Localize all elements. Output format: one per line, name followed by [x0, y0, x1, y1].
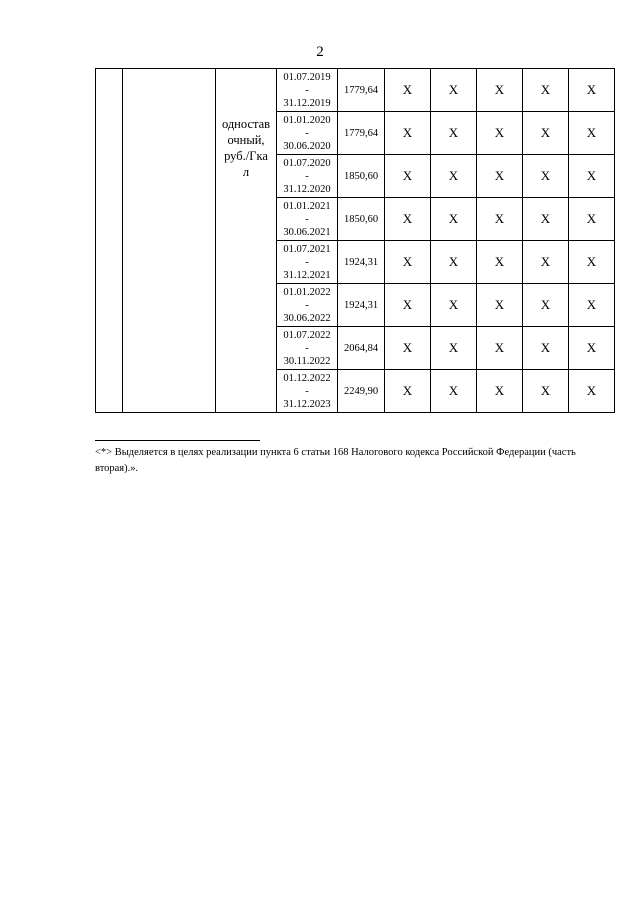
period-end: 31.12.2020 [283, 183, 331, 195]
mark-cell: X [477, 327, 523, 370]
unit-label-line: л [242, 165, 250, 179]
mark-cell: X [477, 284, 523, 327]
period-separator: - [305, 385, 309, 397]
mark-cell: X [431, 327, 477, 370]
mark-cell: X [477, 241, 523, 284]
mark-cell: X [477, 370, 523, 413]
mark-cell: X [569, 112, 615, 155]
mark-cell: X [385, 327, 431, 370]
period-end: 31.12.2019 [283, 97, 331, 109]
price-cell: 2064,84 [338, 327, 385, 370]
period-start: 01.01.2022 [283, 286, 331, 298]
period-separator: - [305, 170, 309, 182]
tariff-table [95, 68, 615, 413]
unit-label-line: руб./Гка [224, 149, 268, 163]
mark-cell: X [385, 370, 431, 413]
mark-cell: X [523, 284, 569, 327]
mark-cell: X [431, 155, 477, 198]
mark-cell: X [523, 69, 569, 112]
period-start: 01.01.2020 [283, 114, 331, 126]
period-cell [277, 370, 338, 413]
footnote: <*> Выделяется в целях реализации пункта 6 статьи 168 Налогового кодекса Российской Федерации (часть вторая).». [95, 447, 576, 474]
mark-cell: X [523, 241, 569, 284]
period-end: 30.06.2021 [283, 226, 331, 238]
period-cell [277, 155, 338, 198]
period-separator: - [305, 84, 309, 96]
unit-label-line: очный, [227, 133, 265, 147]
mark-cell: X [523, 327, 569, 370]
mark-cell: X [569, 327, 615, 370]
period-cell [277, 241, 338, 284]
mark-cell: X [431, 112, 477, 155]
period-end: 30.11.2022 [283, 355, 331, 367]
empty-cell-name [123, 69, 216, 413]
period-separator: - [305, 299, 309, 311]
mark-cell: X [477, 112, 523, 155]
period-cell [277, 284, 338, 327]
mark-cell: X [385, 198, 431, 241]
unit-label-line: одностав [221, 117, 271, 131]
price-cell: 1779,64 [338, 112, 385, 155]
period-end: 30.06.2020 [283, 140, 331, 152]
mark-cell: X [477, 198, 523, 241]
mark-cell: X [569, 241, 615, 284]
mark-cell: X [477, 155, 523, 198]
period-cell [277, 327, 338, 370]
mark-cell: X [523, 370, 569, 413]
period-start: 01.12.2022 [283, 372, 331, 384]
mark-cell: X [523, 198, 569, 241]
unit-cell [216, 69, 277, 413]
mark-cell: X [569, 198, 615, 241]
mark-cell: X [385, 241, 431, 284]
period-end: 30.06.2022 [283, 312, 331, 324]
period-end: 31.12.2021 [283, 269, 331, 281]
page-number: 2 [316, 44, 324, 60]
period-cell [277, 69, 338, 112]
price-cell: 1924,31 [338, 241, 385, 284]
period-separator: - [305, 213, 309, 225]
tariff-table-body [96, 69, 615, 413]
period-separator: - [305, 256, 309, 268]
mark-cell: X [477, 69, 523, 112]
period-end: 31.12.2023 [283, 398, 331, 410]
mark-cell: X [431, 284, 477, 327]
mark-cell: X [385, 155, 431, 198]
mark-cell: X [569, 370, 615, 413]
mark-cell: X [569, 69, 615, 112]
empty-cell-index [96, 69, 123, 413]
mark-cell: X [431, 198, 477, 241]
mark-cell: X [385, 284, 431, 327]
mark-cell: X [431, 370, 477, 413]
price-cell: 1850,60 [338, 198, 385, 241]
unit-label [216, 69, 276, 180]
price-cell: 1924,31 [338, 284, 385, 327]
period-start: 01.07.2019 [283, 71, 331, 83]
period-start: 01.07.2021 [283, 243, 331, 255]
mark-cell: X [523, 112, 569, 155]
period-separator: - [305, 127, 309, 139]
period-start: 01.07.2020 [283, 157, 331, 169]
mark-cell: X [569, 284, 615, 327]
mark-cell: X [523, 155, 569, 198]
footnote-divider [95, 440, 260, 441]
mark-cell: X [385, 69, 431, 112]
price-cell: 1850,60 [338, 155, 385, 198]
period-cell [277, 112, 338, 155]
price-cell: 2249,90 [338, 370, 385, 413]
period-start: 01.07.2022 [283, 329, 331, 341]
mark-cell: X [431, 69, 477, 112]
table-row [96, 69, 615, 112]
mark-cell: X [431, 241, 477, 284]
period-separator: - [305, 342, 309, 354]
mark-cell: X [385, 112, 431, 155]
period-cell [277, 198, 338, 241]
mark-cell: X [569, 155, 615, 198]
price-cell: 1779,64 [338, 69, 385, 112]
period-start: 01.01.2021 [283, 200, 331, 212]
